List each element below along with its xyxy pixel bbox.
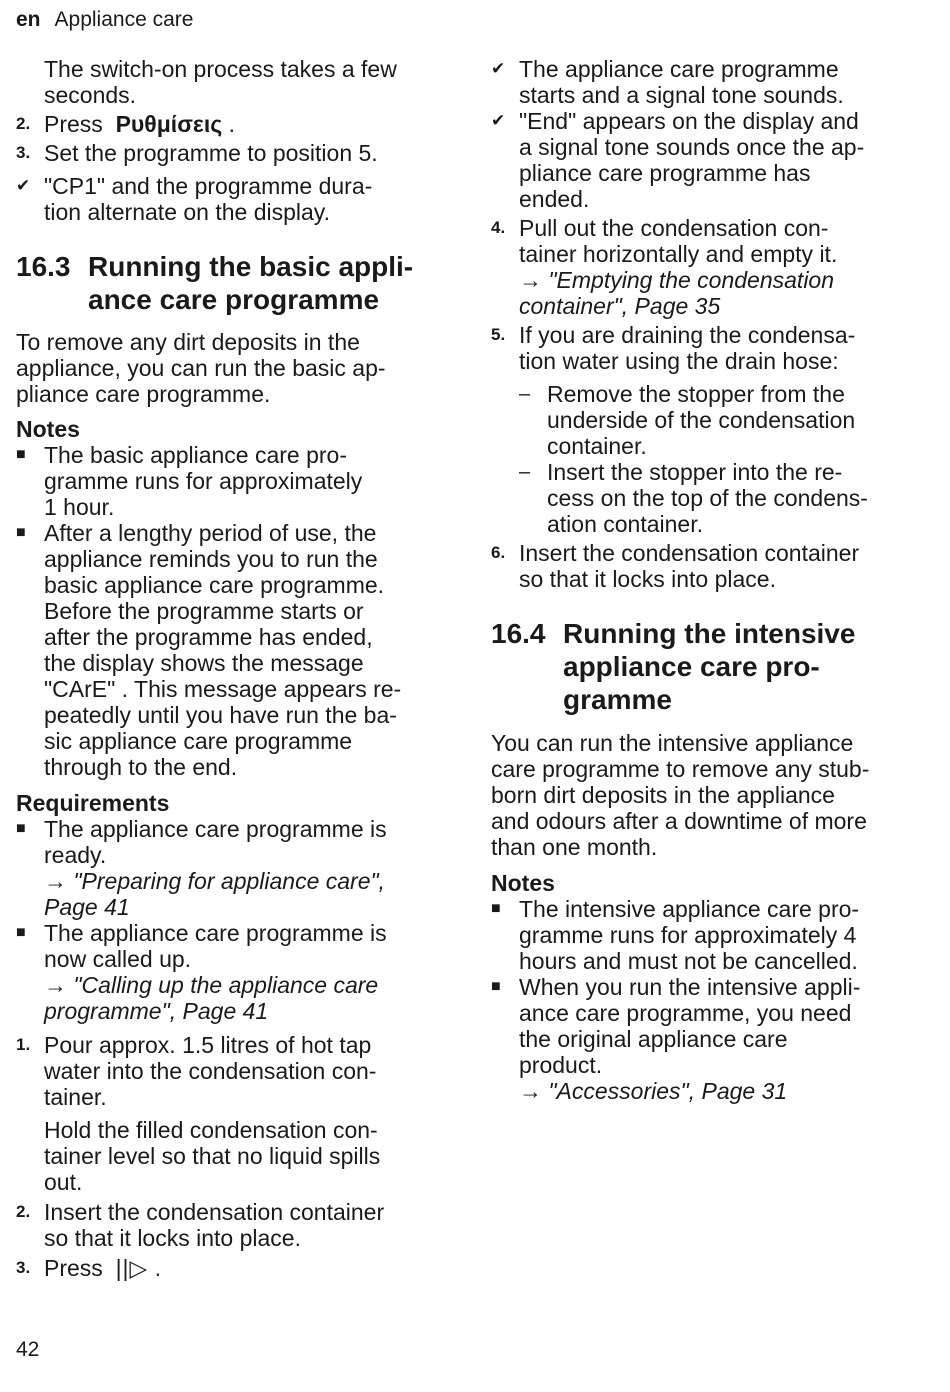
- cross-reference[interactable]: → "Calling up the appliance care: [44, 972, 379, 998]
- square-bullet-icon: ■: [491, 900, 501, 917]
- step-number: 6.: [491, 543, 506, 562]
- cross-reference[interactable]: → "Preparing for appliance care",: [44, 868, 386, 894]
- step-number: 4.: [491, 218, 506, 237]
- check-icon: ✔: [491, 111, 506, 130]
- note-item: ■ The basic appliance care pro- gramme runs for approximately 1 hour.: [16, 442, 363, 520]
- requirements-label: Requirements: [16, 790, 170, 816]
- step-number: 3.: [16, 1258, 31, 1277]
- right-column: [491, 56, 921, 1104]
- square-bullet-icon: ■: [16, 924, 26, 941]
- header-section: Appliance care: [54, 8, 194, 31]
- note-item: ■ The intensive appliance care pro- gramme runs for approximately 4 hours and must not be cancelled.: [491, 896, 860, 974]
- note-item: ■ When you run the intensive appli- ance care programme, you need the original appliance care product. → "Accessories", Page 31: [491, 974, 921, 1104]
- cross-reference[interactable]: programme", Page 41: [44, 998, 269, 1024]
- settings-button-label: Ρυθμίσεις: [115, 111, 223, 137]
- step-6: 6. Insert the condensation container so that it locks into place.: [491, 540, 860, 592]
- step-3-press: 3. Press ||▷ .: [16, 1255, 161, 1281]
- left-column: [16, 56, 446, 1281]
- sub-step: – Insert the stopper into the re- cess on the top of the condens- ation container.: [519, 459, 868, 537]
- result-cp1: ✔ "CP1" and the programme dura- tion alternate on the display.: [16, 173, 373, 225]
- cross-reference[interactable]: → "Emptying the condensation: [519, 267, 835, 293]
- section-16-4-intro: You can run the intensive appliance care programme to remove any stub- born dirt deposits in the appliance and odours after a downtime of more than one month.: [491, 730, 870, 860]
- step-number: 5.: [491, 325, 506, 344]
- start-pause-icon: ||▷: [115, 1255, 149, 1281]
- check-icon: ✔: [16, 176, 31, 195]
- section-16-3-intro: To remove any dirt deposits in the appliance, you can run the basic ap- pliance care programme.: [16, 329, 386, 407]
- step-number: 1.: [16, 1035, 31, 1054]
- step-2-insert: 2. Insert the condensation container so that it locks into place.: [16, 1199, 385, 1251]
- notes-label: Notes: [491, 870, 555, 896]
- step-2: 2. Press Ρυθμίσεις .: [16, 111, 235, 137]
- square-bullet-icon: ■: [16, 524, 26, 541]
- square-bullet-icon: ■: [16, 820, 26, 837]
- step-number: 3.: [16, 143, 31, 162]
- step-4: 4. Pull out the condensation con- tainer horizontally and empty it. → "Emptying the condensation container", Page 35: [491, 215, 921, 319]
- result-programme-starts: ✔ The appliance care programme starts and a signal tone sounds.: [491, 56, 844, 108]
- square-bullet-icon: ■: [16, 446, 26, 463]
- check-icon: ✔: [491, 59, 506, 78]
- notes-label: Notes: [16, 416, 80, 442]
- step-3: 3. Set the programme to position 5.: [16, 140, 378, 166]
- step-1: 1. Pour approx. 1.5 litres of hot tap water into the condensation con- tainer. Hold the filled condensation con- tainer level so that no liquid spills out.: [16, 1032, 446, 1195]
- page-number: 42: [16, 1338, 40, 1361]
- step-number: 2.: [16, 1202, 31, 1221]
- running-header: [16, 8, 193, 32]
- language-code: en: [16, 8, 41, 31]
- dash-bullet-icon: –: [519, 461, 531, 483]
- square-bullet-icon: ■: [491, 978, 501, 995]
- continued-step-text: The switch-on process takes a few seconds.: [44, 56, 397, 108]
- section-16-4-heading: 16.4 Running the intensive appliance care pro- gramme: [491, 618, 856, 715]
- requirement-item: ■ The appliance care programme is ready. → "Preparing for appliance care", Page 41: [16, 816, 446, 920]
- sub-step: – Remove the stopper from the underside of the condensation container.: [519, 381, 856, 459]
- section-16-3-heading: 16.3 Running the basic appli- ance care programme: [16, 251, 414, 315]
- step-1-extra: Hold the filled condensation con- tainer level so that no liquid spills out.: [44, 1117, 381, 1195]
- note-item: ■ After a lengthy period of use, the appliance reminds you to run the basic appliance care programme. Before the programme starts or after the programme has ended, the display shows the message "CArE" . This message appears re- peatedly until you have run the ba- sic appliance care programme through to the end.: [16, 520, 402, 780]
- cross-reference[interactable]: Page 41: [44, 894, 130, 920]
- cross-reference[interactable]: → "Accessories", Page 31: [519, 1078, 788, 1104]
- result-end-display: ✔ "End" appears on the display and a signal tone sounds once the ap- pliance care programme has ended.: [491, 108, 865, 212]
- dash-bullet-icon: –: [519, 383, 531, 405]
- cross-reference[interactable]: container", Page 35: [519, 293, 721, 319]
- step-number: 2.: [16, 114, 31, 133]
- requirement-item: ■ The appliance care programme is now called up. → "Calling up the appliance care programme", Page 41: [16, 920, 446, 1024]
- step-5: 5. If you are draining the condensa- tion water using the drain hose: – Remove the stopper from the underside of the condensation container. – Insert the stopper into the re- cess on the top of the condens- ation container.: [491, 322, 921, 537]
